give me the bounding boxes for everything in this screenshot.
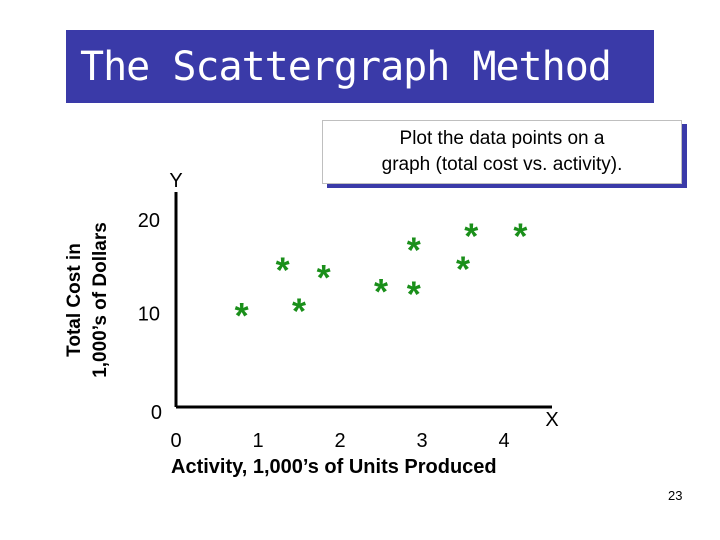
data-point: *: [373, 270, 389, 312]
y-axis-letter: Y: [169, 170, 183, 192]
x-axis-letter: X: [545, 409, 559, 431]
y-tick-label: 20: [137, 210, 160, 232]
data-point: *: [455, 248, 471, 290]
x-axis-label: Activity, 1,000’s of Units Produced: [171, 456, 497, 478]
data-point: *: [316, 256, 331, 298]
data-point: *: [513, 215, 528, 257]
data-point: *: [234, 295, 249, 337]
data-point: *: [406, 273, 421, 315]
callout-box: Plot the data points on a graph (total cost vs. activity).: [322, 120, 682, 184]
slide-number: 23: [668, 488, 683, 503]
y-tick-label: 10: [137, 303, 160, 326]
slide-title: The Scattergraph Method: [80, 43, 611, 90]
x-tick-label: 4: [498, 430, 510, 452]
y-axis-label: Total Cost in 1,000’s of Dollars: [64, 222, 111, 378]
data-point: *: [464, 215, 479, 257]
x-tick-label: 3: [416, 430, 428, 452]
x-tick-label: 0: [170, 430, 182, 452]
data-point: *: [291, 290, 307, 332]
data-point: *: [406, 229, 421, 271]
x-tick-label: 1: [252, 430, 264, 452]
data-point: *: [275, 249, 290, 291]
x-tick-label: 2: [334, 430, 346, 452]
y-tick-label: 0: [150, 402, 162, 424]
